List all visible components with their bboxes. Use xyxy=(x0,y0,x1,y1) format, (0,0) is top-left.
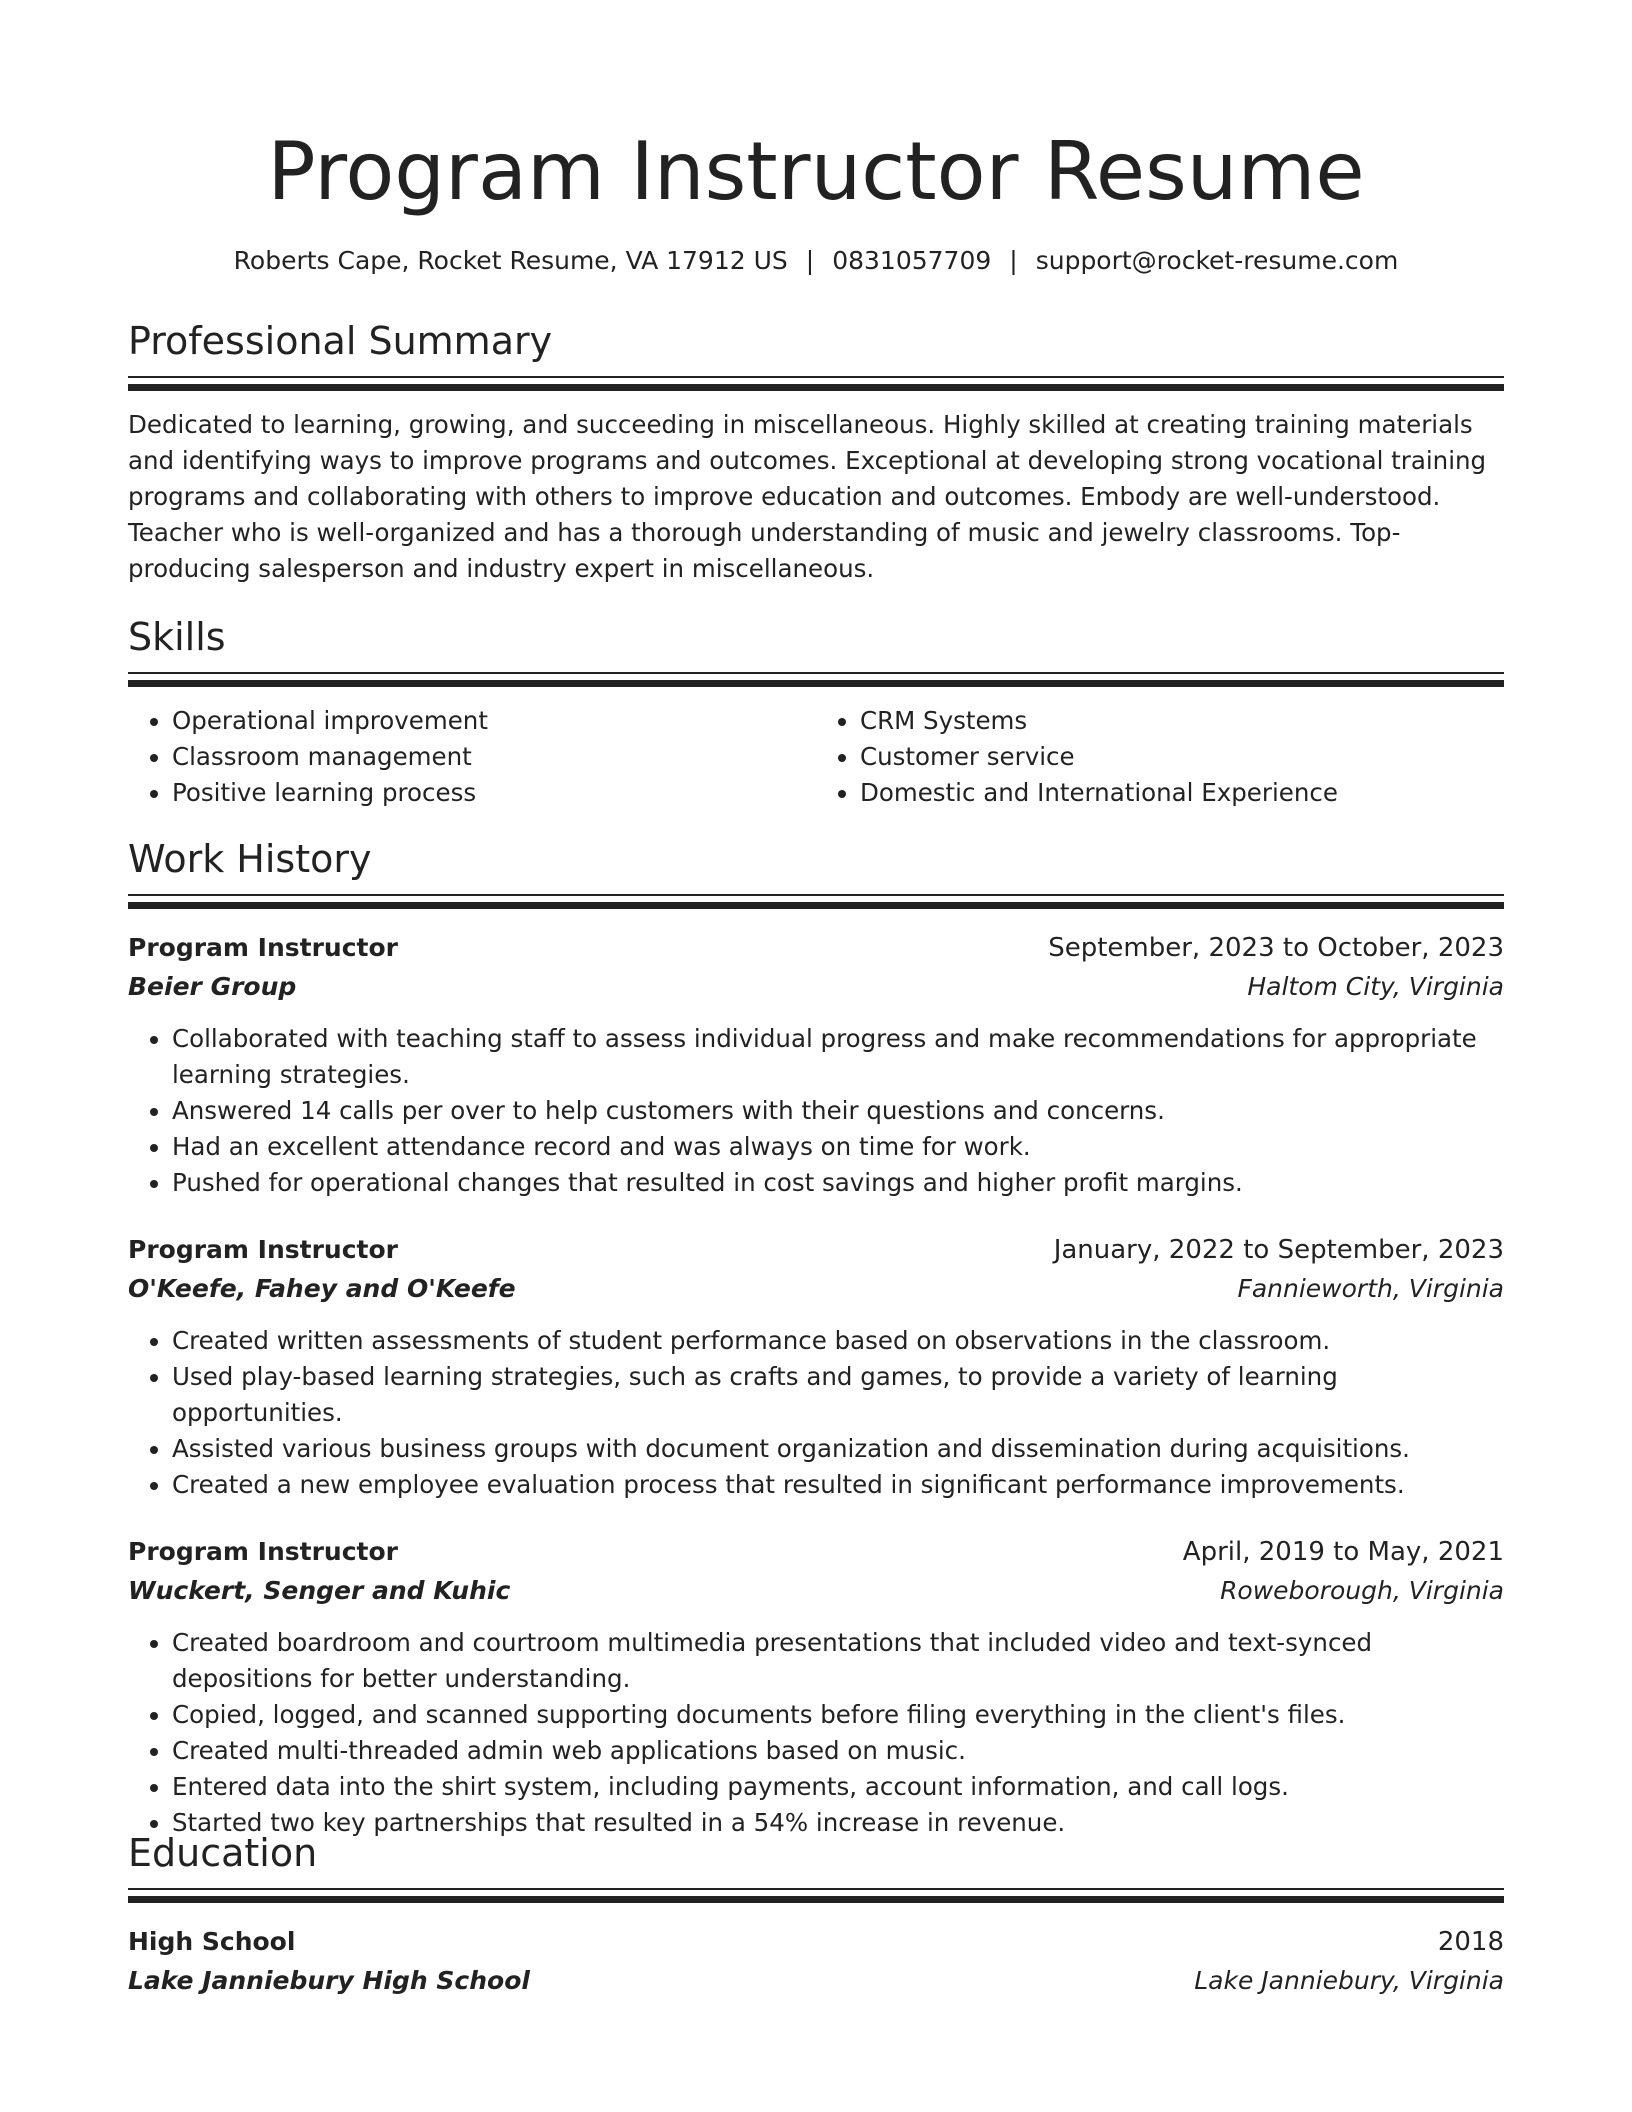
job-bullet: • Entered data into the shirt system, including payments, account information, and call logs. xyxy=(172,1769,1504,1805)
work-heading: Work History xyxy=(128,837,372,881)
summary-section xyxy=(128,318,1504,587)
contact-address: Roberts Cape, Rocket Resume, VA 17912 US xyxy=(233,246,788,275)
skills-heading: Skills xyxy=(128,615,226,659)
job-bullet: • Copied, logged, and scanned supporting documents before filing everything in the client's files. xyxy=(172,1697,1504,1733)
education-entry xyxy=(128,1923,1504,2001)
job-bullet: • Created boardroom and courtroom multimedia presentations that included video and text-synced depositions for better understanding. xyxy=(172,1625,1504,1697)
section-rule xyxy=(128,1888,1504,1903)
job-dates: April, 2019 to May, 2021 xyxy=(1182,1537,1504,1567)
job-bullet: • Started two key partnerships that resulted in a 54% increase in revenue. xyxy=(172,1805,1504,1841)
job-title: Program Instructor xyxy=(128,1537,399,1566)
section-rule xyxy=(128,376,1504,391)
job-entry xyxy=(128,929,1504,1201)
contact-line xyxy=(128,244,1504,278)
job-bullet: • Created a new employee evaluation process that resulted in significant performance improvements. xyxy=(172,1467,1504,1503)
skills-columns xyxy=(128,703,1504,811)
contact-separator: | xyxy=(1009,246,1018,275)
job-dates: September, 2023 to October, 2023 xyxy=(1048,933,1504,963)
skill-item: • Positive learning process xyxy=(172,775,816,811)
education-year: 2018 xyxy=(1437,1927,1504,1957)
summary-text: Dedicated to learning, growing, and succeeding in miscellaneous. Highly skilled at creating training materials and identifying ways to improve programs and outcomes. Exceptional at developing strong vocational training programs and collaborating with others to improve education and outcomes. Embody are well-understood. Teacher who is well-organized and has a thorough understanding of music and jewelry classrooms. Top-producing salesperson and industry expert in miscellaneous. xyxy=(128,410,1487,583)
job-entry xyxy=(128,1231,1504,1503)
education-school: Lake Janniebury High School xyxy=(128,1966,530,1995)
job-bullet: • Created written assessments of student performance based on observations in the classroom. xyxy=(172,1323,1504,1359)
contact-phone: 0831057709 xyxy=(832,246,992,275)
job-company: Beier Group xyxy=(128,972,297,1001)
summary-heading: Professional Summary xyxy=(128,319,553,363)
skills-left-list xyxy=(128,703,816,811)
work-section xyxy=(128,836,1504,1841)
job-company: Wuckert, Senger and Kuhic xyxy=(128,1576,511,1605)
job-bullet: • Collaborated with teaching staff to assess individual progress and make recommendations for appropriate learning strategies. xyxy=(172,1021,1504,1093)
resume-content xyxy=(128,0,1504,1995)
skills-section xyxy=(128,614,1504,811)
education-section xyxy=(128,1830,1504,2001)
job-bullet: • Answered 14 calls per over to help customers with their questions and concerns. xyxy=(172,1093,1504,1129)
education-degree: High School xyxy=(128,1927,296,1956)
contact-email: support@rocket-resume.com xyxy=(1035,246,1399,275)
skill-item: • Customer service xyxy=(860,739,1504,775)
contact-separator: | xyxy=(805,246,815,275)
job-company: O'Keefe, Fahey and O'Keefe xyxy=(128,1274,516,1303)
skill-item: • Domestic and International Experience xyxy=(860,775,1504,811)
job-title: Program Instructor xyxy=(128,933,399,962)
job-bullet: • Had an excellent attendance record and was always on time for work. xyxy=(172,1129,1504,1165)
skills-right-list xyxy=(816,703,1504,811)
job-bullets xyxy=(128,1625,1504,1841)
job-bullet: • Created multi-threaded admin web applications based on music. xyxy=(172,1733,1504,1769)
job-bullets xyxy=(128,1323,1504,1503)
job-bullet: • Used play-based learning strategies, such as crafts and games, to provide a variety of learning opportunities. xyxy=(172,1359,1504,1431)
education-heading: Education xyxy=(128,1831,318,1875)
job-title: Program Instructor xyxy=(128,1235,399,1264)
section-rule xyxy=(128,894,1504,909)
job-bullets xyxy=(128,1021,1504,1201)
job-location: Fannieworth, Virginia xyxy=(1237,1274,1504,1303)
job-bullet: • Assisted various business groups with document organization and dissemination during acquisitions. xyxy=(172,1431,1504,1467)
skill-item: • Operational improvement xyxy=(172,703,816,739)
job-location: Roweborough, Virginia xyxy=(1220,1576,1504,1605)
job-bullet: • Pushed for operational changes that resulted in cost savings and higher profit margins. xyxy=(172,1165,1504,1201)
job-dates: January, 2022 to September, 2023 xyxy=(1053,1235,1504,1265)
resume-title: Program Instructor Resume xyxy=(267,125,1365,218)
job-location: Haltom City, Virginia xyxy=(1247,972,1504,1001)
skill-item: • CRM Systems xyxy=(860,703,1504,739)
job-entry xyxy=(128,1533,1504,1841)
skill-item: • Classroom management xyxy=(172,739,816,775)
section-rule xyxy=(128,672,1504,687)
education-location: Lake Janniebury, Virginia xyxy=(1194,1966,1504,1995)
